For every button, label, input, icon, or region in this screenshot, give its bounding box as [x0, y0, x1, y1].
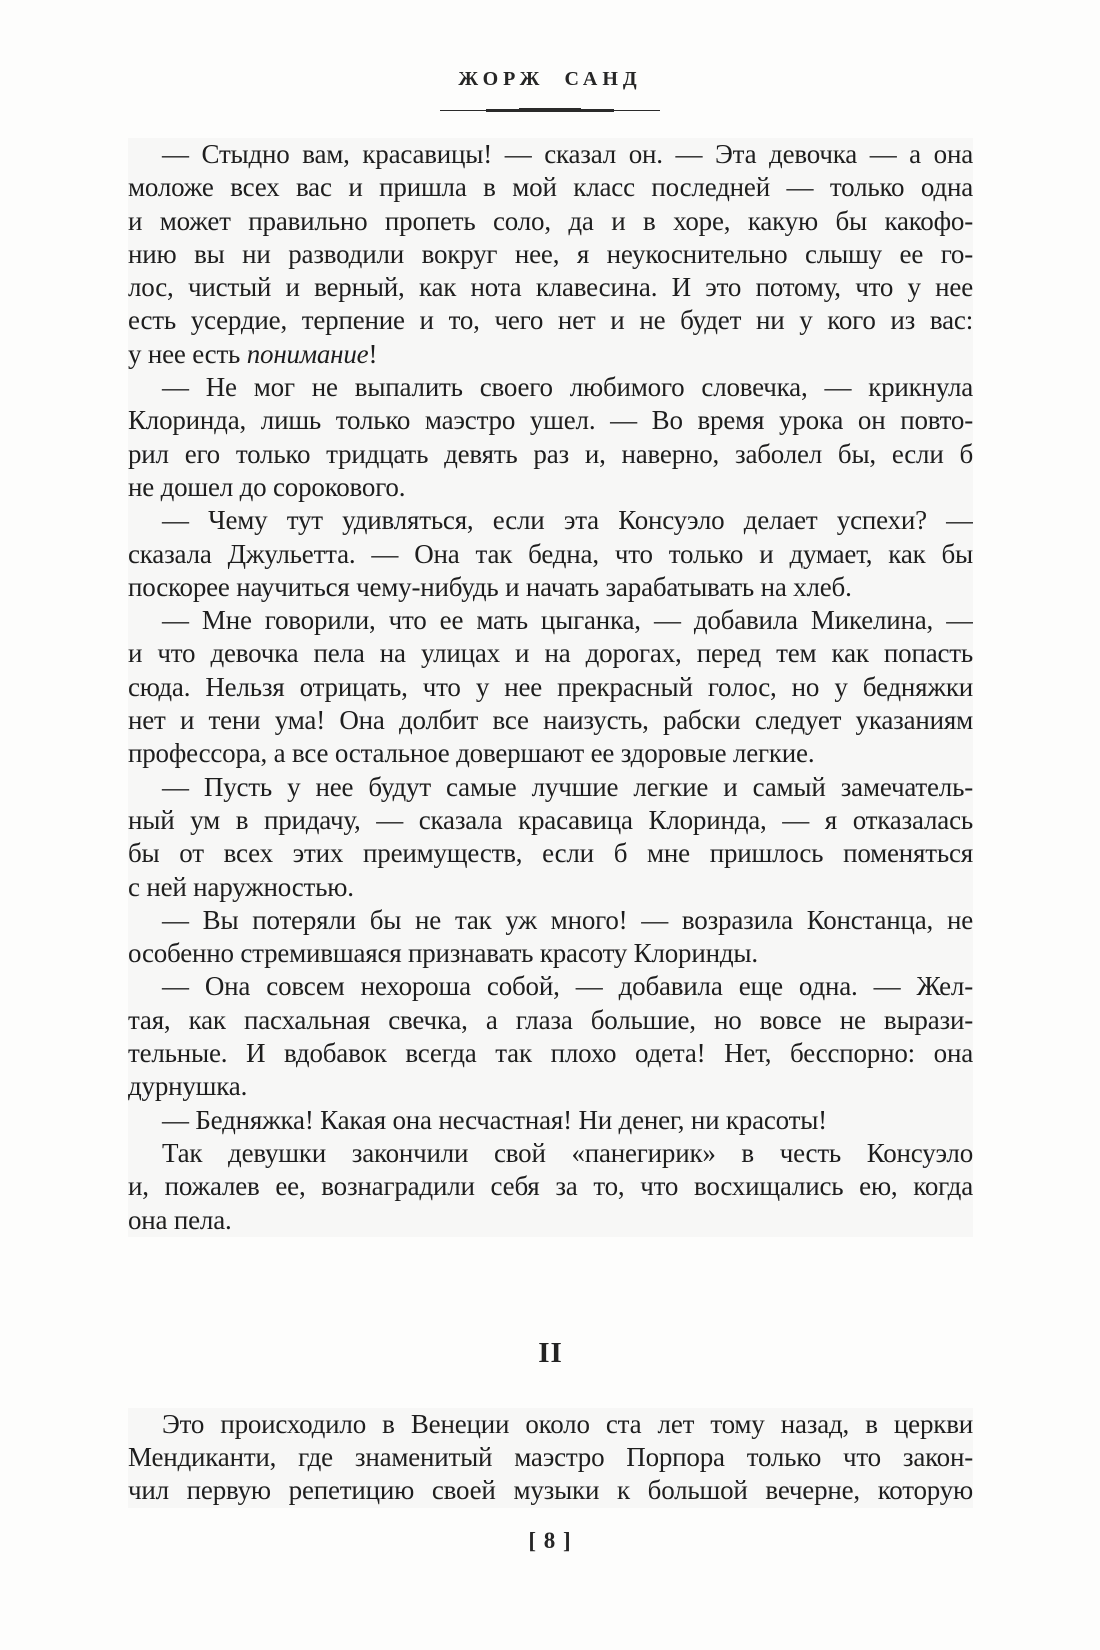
text-line: поскорее научиться чему-нибудь и начать зарабатывать на хлеб. — [128, 571, 973, 604]
text-line: — Вы потеряли бы не так уж много! — возразила Констанца, не — [128, 904, 973, 937]
rule-segment — [519, 108, 581, 112]
paragraph — [128, 138, 973, 371]
text-line: не дошел до сорокового. — [128, 471, 973, 504]
text-line: моложе всех вас и пришла в мой класс последней — только одна — [128, 171, 973, 204]
text-line: — Бедняжка! Какая она несчастная! Ни денег, ни красоты! — [128, 1104, 973, 1137]
text-line: Так девушки закончили свой «панегирик» в честь Консуэло — [128, 1137, 973, 1170]
text-line: нет и тени ума! Она долбит все наизусть, рабски следует указаниям — [128, 704, 973, 737]
text-block-part2 — [128, 1408, 973, 1508]
text-line: и может правильно пропеть соло, да и в хоре, какую бы какофо- — [128, 205, 973, 238]
text-line: лос, чистый и верный, как нота клавесина. И это потому, что у нее — [128, 271, 973, 304]
text-column — [128, 138, 973, 1508]
paragraph — [128, 1408, 973, 1508]
paragraph — [128, 1137, 973, 1237]
text-line: особенно стремившаяся признавать красоту Клоринды. — [128, 937, 973, 970]
paragraph — [128, 604, 973, 770]
text-line: сказала Джульетта. — Она так бедна, что только и думает, как бы — [128, 538, 973, 571]
text-line: — Не мог не выпалить своего любимого словечка, — крикнула — [128, 371, 973, 404]
paragraph — [128, 504, 973, 604]
running-head: ЖОРЖ САНД — [458, 68, 642, 90]
text-line: и, пожалев ее, вознаградили себя за то, что восхищались ею, когда — [128, 1170, 973, 1203]
text-line: есть усердие, терпение и то, чего нет и не будет ни у кого из вас: — [128, 304, 973, 337]
text-line: — Пусть у нее будут самые лучшие легкие и самый замечатель- — [128, 771, 973, 804]
text-line: нию вы ни разводили вокруг нее, я неукоснительно слышу ее го- — [128, 238, 973, 271]
paragraph — [128, 1104, 973, 1137]
paragraph — [128, 904, 973, 971]
text-line: чил первую репетицию своей музыки к большой вечерне, которую — [128, 1474, 973, 1507]
text-line: ный ум в придачу, — сказала красавица Клоринда, — я отказалась — [128, 804, 973, 837]
header-rule — [0, 108, 1100, 112]
text-line: Мендиканти, где знаменитый маэстро Порпора только что закон- — [128, 1441, 973, 1474]
text-line: тельные. И вдобавок всегда так плохо одета! Нет, бесспорно: она — [128, 1037, 973, 1070]
text-line: тая, как пасхальная свечка, а глаза большие, но вовсе не вырази- — [128, 1004, 973, 1037]
paragraph — [128, 970, 973, 1103]
chapter-heading: II — [538, 1336, 563, 1369]
text-block-part1 — [128, 138, 973, 1237]
rule-segment — [486, 109, 519, 112]
text-line: сюда. Нельзя отрицать, что у нее прекрасный голос, но у бедняжки — [128, 671, 973, 704]
text-line: она пела. — [128, 1204, 973, 1237]
rule-segment — [440, 110, 486, 111]
text-line: — Мне говорили, что ее мать цыганка, — добавила Микелина, — — [128, 604, 973, 637]
page-number: [ 8 ] — [528, 1528, 572, 1553]
rule-segment — [614, 110, 660, 111]
paragraph — [128, 371, 973, 504]
rule-segment — [581, 109, 614, 112]
text-line: — Чему тут удивляться, если эта Консуэло делает успехи? — — [128, 504, 973, 537]
text-line: и что девочка пела на улицах и на дорогах, перед тем как попасть — [128, 637, 973, 670]
text-line: у нее есть понимание! — [128, 338, 973, 371]
text-line: Это происходило в Венеции около ста лет тому назад, в церкви — [128, 1408, 973, 1441]
paragraph — [128, 771, 973, 904]
text-line: дурнушка. — [128, 1070, 973, 1103]
text-line: профессора, а все остальное довершают ее здоровые легкие. — [128, 737, 973, 770]
text-line: бы от всех этих преимуществ, если б мне пришлось поменяться — [128, 837, 973, 870]
text-line: с ней наружностью. — [128, 871, 973, 904]
text-line: рил его только тридцать девять раз и, наверно, заболел бы, если б — [128, 438, 973, 471]
text-line: Клоринда, лишь только маэстро ушел. — Во время урока он повто- — [128, 404, 973, 437]
text-line: — Она совсем нехороша собой, — добавила еще одна. — Жел- — [128, 970, 973, 1003]
text-line: — Стыдно вам, красавицы! — сказал он. — Эта девочка — а она — [128, 138, 973, 171]
